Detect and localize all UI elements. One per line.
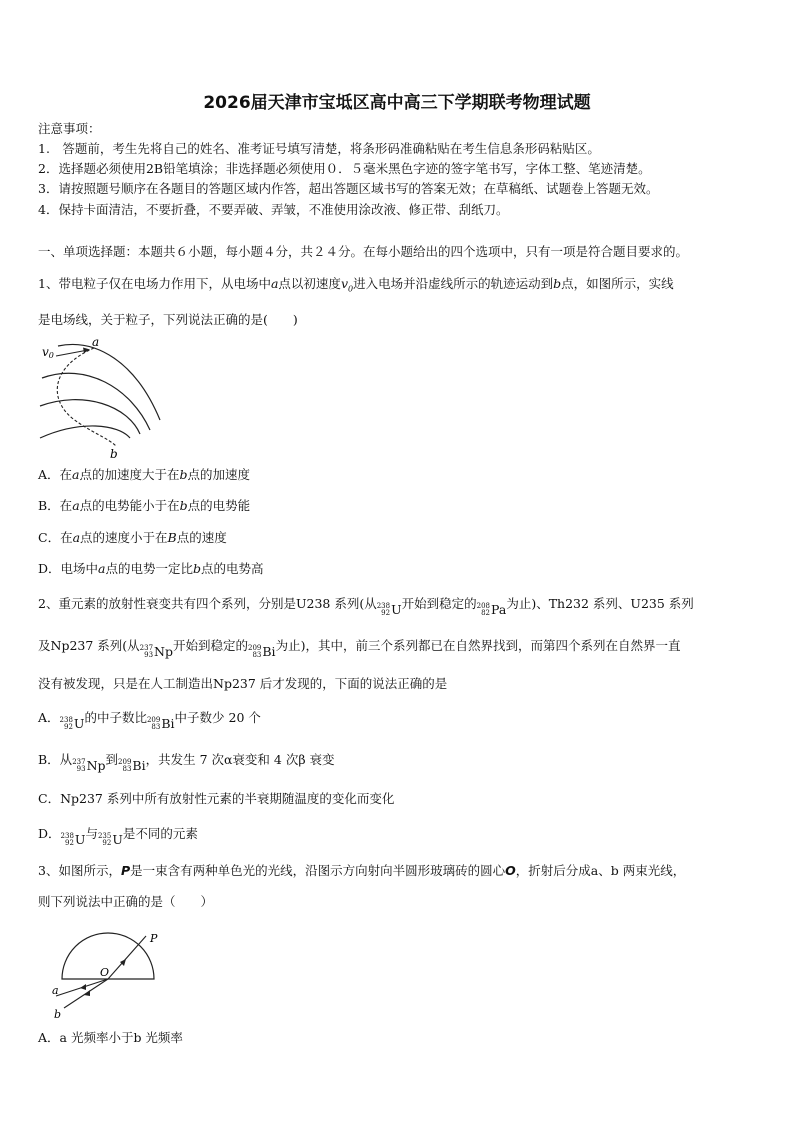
- q3-prism-figure: [40, 916, 170, 1024]
- q1-field-figure: [36, 334, 166, 464]
- q2-stem-line1: 2、重元素的放射性衰变共有四个系列，分别是U238 系列(从 238 92 U 开始到稳定的 208 82 Pa 为止)、Th232 系列、U235 系列: [38, 596, 694, 617]
- nuclide-Bi209: 209 83 Bi: [248, 644, 276, 659]
- field-line-3: [40, 400, 140, 434]
- q1-option-b: B．在a点的电势能小于在b点的电势能: [38, 498, 251, 513]
- page-title: 2026届天津市宝坻区高中高三下学期联考物理试题: [203, 93, 591, 113]
- q1-stem-line1: 1、带电粒子仅在电场力作用下，从电场中a点以初速度$v_0$进入电场并沿虚线所示的轨迹运动到b点，如图所示，实线: [38, 276, 674, 294]
- q3-stem-line1: 3、如图所示，P是一束含有两种单色光的光线，沿图示方向射向半圆形玻璃砖的圆心O，折射后分成a、b 两束光线，: [38, 863, 686, 878]
- field-line-1: [58, 345, 160, 420]
- q2-option-d: D． 238 92 U 与 235 92 U 是不同的元素: [38, 826, 198, 847]
- q3-stem-line2: 则下列说法中正确的是（ ）: [38, 894, 214, 909]
- ray-a-arrow: [80, 984, 86, 990]
- label-a: a: [92, 335, 100, 349]
- q2-stem-line2: 及Np237 系列(从 237 93 Np 开始到稳定的 209 83 Bi 为止)，其中，前三个系列都已在自然界找到，而第四个系列在自然界一直: [38, 638, 681, 659]
- q1-option-d: D．电场中a点的电势一定比b点的电势高: [38, 561, 264, 576]
- label-a: a: [52, 984, 59, 997]
- q2-option-a: A． 238 92 U 的中子数比 209 83 Bi 中子数少 20 个: [38, 710, 261, 731]
- q1-stem-line2: 是电场线，关于粒子，下列说法正确的是( ): [38, 312, 298, 327]
- trajectory-dashed: [57, 348, 116, 446]
- q1-option-c: C．在a点的速度小于在B点的速度: [38, 530, 227, 545]
- label-b: b: [54, 1008, 62, 1021]
- notice-item-4: 4．保持卡面清洁，不要折叠，不要弄破、弄皱，不准使用涂改液、修正带、刮纸刀。: [38, 202, 509, 217]
- q2-option-b: B．从 237 93 Np 到 209 83 Bi ，共发生 7 次α衰变和 4 次β 衰变: [38, 752, 335, 773]
- nuclide-Np237: 237 93 Np: [139, 644, 173, 659]
- nuclide-U238: 238 92 U: [376, 602, 402, 617]
- q2-option-c: C．Np237 系列中所有放射性元素的半衰期随温度的变化而变化: [38, 791, 395, 806]
- label-O: O: [100, 966, 110, 979]
- section-header: 一、单项选择题：本题共６小题，每小题４分，共２４分。在每小题给出的四个选项中，只有一项是符合题目要求的。: [38, 244, 689, 259]
- q1-option-a: A．在a点的加速度大于在b点的加速度: [38, 467, 251, 482]
- notice-item-3: 3．请按照题号顺序在各题目的答题区域内作答，超出答题区域书写的答案无效；在草稿纸、试题卷上答题无效。: [38, 181, 659, 196]
- notice-heading: 注意事项：: [38, 121, 101, 136]
- ray-b-arrow: [84, 990, 90, 996]
- notice-item-1: 1. 答题前，考生先将自己的姓名、准考证号填写清楚，将条形码准确粘贴在考生信息条形码粘贴区。: [38, 141, 600, 156]
- nuclide-Pa208: 208 82 Pa: [476, 602, 507, 617]
- q2-stem-line3: 没有被发现，只是在人工制造出Np237 后才发现的，下面的说法正确的是: [38, 676, 448, 691]
- label-v0: v0: [42, 345, 54, 360]
- label-P: P: [150, 932, 158, 945]
- notice-item-2: 2．选择题必须使用2B铅笔填涂；非选择题必须使用０．５毫米黑色字迹的签字笔书写，字体工整、笔迹清楚。: [38, 161, 651, 176]
- q3-option-a: A．a 光频率小于b 光频率: [38, 1030, 183, 1045]
- label-b: b: [110, 447, 118, 461]
- incident-ray: [108, 936, 146, 979]
- field-line-4: [40, 426, 130, 438]
